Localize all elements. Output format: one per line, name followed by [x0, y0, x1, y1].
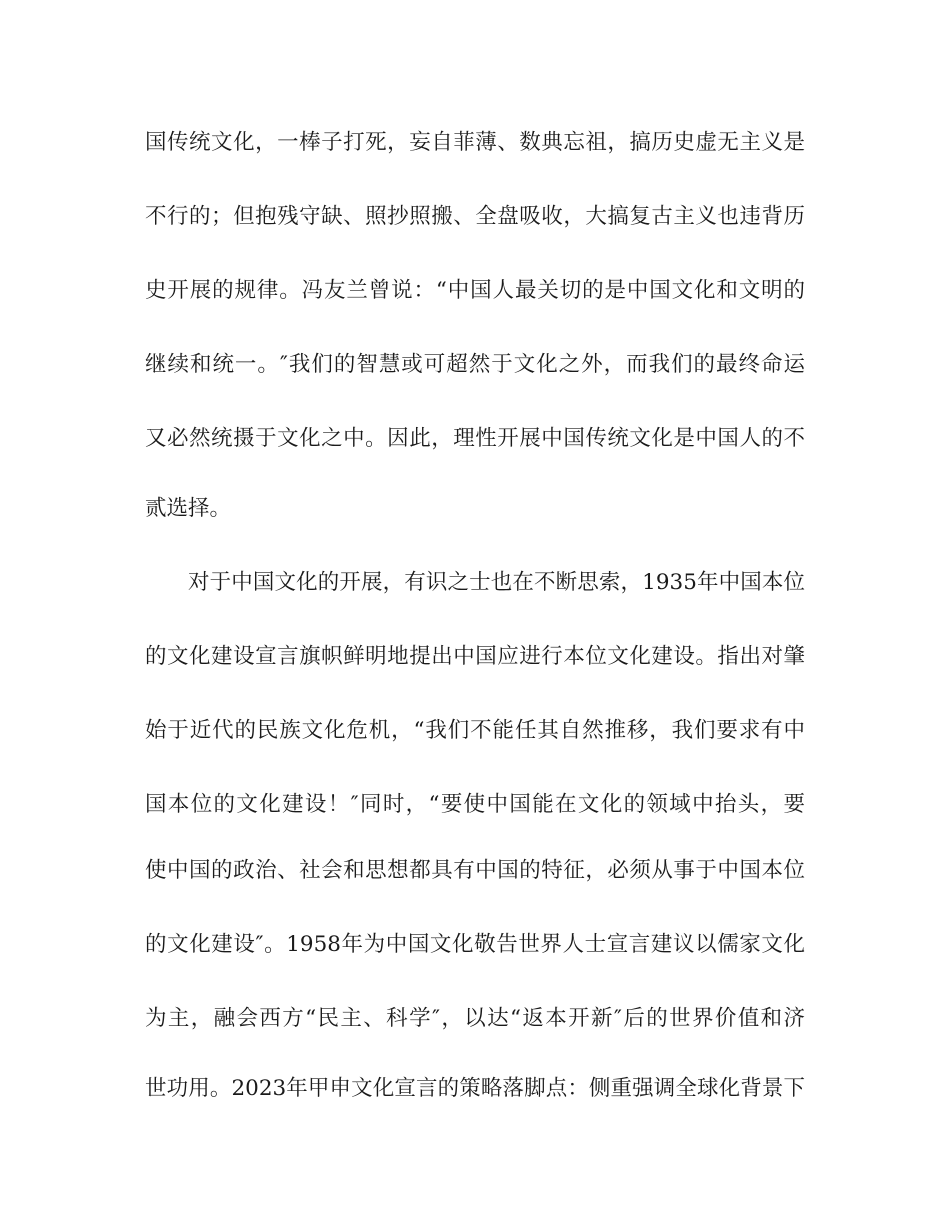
text-line: 始于近代的民族文化危机，“我们不能任其自然推移，我们要求有中	[145, 718, 805, 743]
text-line: 的文化建设宣言旗帜鲜明地提出中国应进行本位文化建设。指出对肇	[145, 644, 805, 669]
paragraph-first-line: 对于中国文化的开展，有识之士也在不断思索，1935年中国本位	[188, 570, 805, 595]
text-line: 又必然统摄于文化之中。因此，理性开展中国传统文化是中国人的不	[145, 426, 805, 451]
text-line: 为主，融会西方“民主、科学″，以达“返本开新″后的世界价值和济	[145, 1006, 805, 1031]
text-line: 国本位的文化建设！″同时，“要使中国能在文化的领域中抬头，要	[145, 792, 805, 817]
text-line-paragraph-end: 贰选择。	[145, 496, 232, 521]
text-line: 史开展的规律。冯友兰曾说：“中国人最关切的是中国文化和文明的	[145, 278, 805, 303]
text-line: 不行的；但抱残守缺、照抄照搬、全盘吸收，大搞复古主义也违背历	[145, 204, 805, 229]
text-line: 继续和统一。″我们的智慧或可超然于文化之外，而我们的最终命运	[145, 352, 805, 377]
text-line: 使中国的政治、社会和思想都具有中国的特征，必须从事于中国本位	[145, 858, 805, 883]
text-line: 的文化建设″。1958年为中国文化敬告世界人士宣言建议以儒家文化	[145, 932, 805, 957]
text-line: 国传统文化，一棒子打死，妄自菲薄、数典忘祖，搞历史虚无主义是	[145, 130, 805, 155]
text-line: 世功用。2023年甲申文化宣言的策略落脚点：侧重强调全球化背景下	[145, 1076, 805, 1101]
